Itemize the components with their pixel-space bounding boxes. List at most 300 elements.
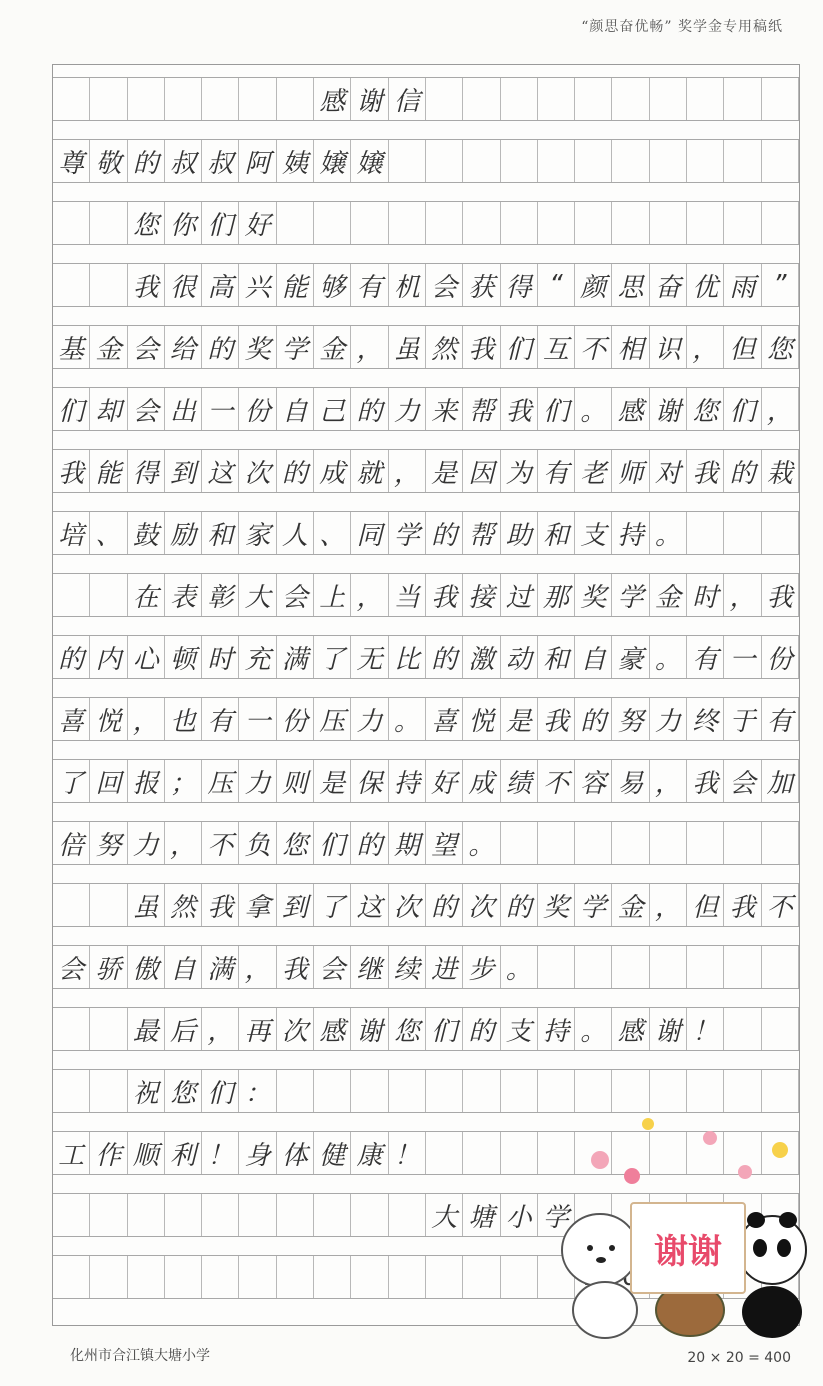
grid-cell bbox=[687, 822, 724, 864]
grid-cell: 会 bbox=[426, 264, 463, 306]
grid-cell: ， bbox=[351, 326, 388, 368]
grid-cell bbox=[762, 140, 799, 182]
grid-cell bbox=[538, 946, 575, 988]
grid-cell: 有 bbox=[538, 450, 575, 492]
grid-cell bbox=[128, 1194, 165, 1236]
grid-cell: 为 bbox=[501, 450, 538, 492]
grid-cell bbox=[53, 1194, 90, 1236]
grid-cell bbox=[612, 1070, 649, 1112]
grid-cell: 得 bbox=[128, 450, 165, 492]
grid-cell bbox=[687, 202, 724, 244]
grid-cell: 然 bbox=[165, 884, 202, 926]
grid-cell: 、 bbox=[90, 512, 127, 554]
grid-cell: 时 bbox=[202, 636, 239, 678]
grid-cell: 您 bbox=[277, 822, 314, 864]
grid-cell: 到 bbox=[277, 884, 314, 926]
grid-cell bbox=[53, 1256, 90, 1298]
grid-cell bbox=[314, 1194, 351, 1236]
grid-cell: 学 bbox=[389, 512, 426, 554]
grid-cell bbox=[612, 946, 649, 988]
grid-cell: 您 bbox=[687, 388, 724, 430]
grid-cell: 同 bbox=[351, 512, 388, 554]
grid-cell bbox=[426, 1132, 463, 1174]
grid-cell bbox=[90, 1070, 127, 1112]
grid-cell bbox=[538, 822, 575, 864]
grid-cell bbox=[463, 202, 500, 244]
grid-cell: ” bbox=[762, 264, 799, 306]
grid-cell: 奖 bbox=[575, 574, 612, 616]
grid-cell: 雨 bbox=[724, 264, 761, 306]
grid-cell bbox=[426, 202, 463, 244]
grid-cell: 小 bbox=[501, 1194, 538, 1236]
grid-cell bbox=[53, 1008, 90, 1050]
grid-cell: 作 bbox=[90, 1132, 127, 1174]
grid-cell: 力 bbox=[128, 822, 165, 864]
grid-cell: 学 bbox=[575, 884, 612, 926]
grid-cell bbox=[724, 512, 761, 554]
grid-row bbox=[53, 759, 799, 803]
grid-cell: 帮 bbox=[463, 512, 500, 554]
grid-cell: 次 bbox=[389, 884, 426, 926]
grid-cell: 的 bbox=[426, 884, 463, 926]
grid-cell: 的 bbox=[202, 326, 239, 368]
grid-cell: 倍 bbox=[53, 822, 90, 864]
grid-cell: 过 bbox=[501, 574, 538, 616]
grid-cell: 悦 bbox=[463, 698, 500, 740]
grid-cell: 上 bbox=[314, 574, 351, 616]
grid-cell: 和 bbox=[202, 512, 239, 554]
grid-cell bbox=[575, 78, 612, 120]
grid-cell: 动 bbox=[501, 636, 538, 678]
grid-cell bbox=[90, 574, 127, 616]
grid-cell: 的 bbox=[351, 822, 388, 864]
grid-cell: ； bbox=[165, 760, 202, 802]
grid-cell: 继 bbox=[351, 946, 388, 988]
grid-cell bbox=[202, 78, 239, 120]
grid-cell bbox=[202, 1194, 239, 1236]
grid-cell: 顿 bbox=[165, 636, 202, 678]
grid-cell bbox=[575, 140, 612, 182]
grid-cell: ， bbox=[762, 388, 799, 430]
grid-cell: 获 bbox=[463, 264, 500, 306]
grid-cell bbox=[389, 1070, 426, 1112]
grid-cell: 我 bbox=[687, 450, 724, 492]
grid-cell bbox=[650, 78, 687, 120]
grid-cell: 我 bbox=[762, 574, 799, 616]
grid-cell: 健 bbox=[314, 1132, 351, 1174]
grid-cell: 表 bbox=[165, 574, 202, 616]
grid-cell bbox=[762, 1070, 799, 1112]
grid-cell: 顺 bbox=[128, 1132, 165, 1174]
grid-count-footer: 20 × 20 = 400 bbox=[687, 1350, 791, 1366]
grid-cell: 力 bbox=[650, 698, 687, 740]
grid-cell bbox=[650, 202, 687, 244]
grid-cell: 我 bbox=[202, 884, 239, 926]
grid-cell: 叔 bbox=[165, 140, 202, 182]
grid-cell bbox=[165, 1256, 202, 1298]
grid-cell: 励 bbox=[165, 512, 202, 554]
grid-cell: 次 bbox=[463, 884, 500, 926]
grid-cell: 不 bbox=[202, 822, 239, 864]
grid-cell bbox=[53, 884, 90, 926]
grid-cell bbox=[90, 1194, 127, 1236]
grid-cell: 您 bbox=[165, 1070, 202, 1112]
grid-cell: 但 bbox=[724, 326, 761, 368]
grid-cell: 敬 bbox=[90, 140, 127, 182]
grid-cell: 是 bbox=[501, 698, 538, 740]
grid-cell: ， bbox=[389, 450, 426, 492]
grid-cell: 了 bbox=[314, 636, 351, 678]
grid-cell: 们 bbox=[538, 388, 575, 430]
grid-cell: 悦 bbox=[90, 698, 127, 740]
grid-cell: 满 bbox=[277, 636, 314, 678]
grid-cell: 再 bbox=[239, 1008, 276, 1050]
grid-cell: 出 bbox=[165, 388, 202, 430]
grid-cell: 续 bbox=[389, 946, 426, 988]
grid-cell: 够 bbox=[314, 264, 351, 306]
grid-cell: 利 bbox=[165, 1132, 202, 1174]
grid-cell: 份 bbox=[277, 698, 314, 740]
grid-cell bbox=[650, 140, 687, 182]
grid-cell bbox=[463, 1132, 500, 1174]
grid-cell: 了 bbox=[53, 760, 90, 802]
grid-cell: 金 bbox=[90, 326, 127, 368]
bear-sticker bbox=[560, 1110, 810, 1340]
grid-cell: 比 bbox=[389, 636, 426, 678]
grid-cell: 我 bbox=[277, 946, 314, 988]
grid-cell: 这 bbox=[202, 450, 239, 492]
grid-cell bbox=[351, 1256, 388, 1298]
grid-cell: 力 bbox=[389, 388, 426, 430]
grid-cell bbox=[501, 78, 538, 120]
grid-cell bbox=[762, 78, 799, 120]
grid-cell bbox=[463, 140, 500, 182]
grid-cell bbox=[724, 78, 761, 120]
grid-cell: 好 bbox=[239, 202, 276, 244]
grid-cell: 金 bbox=[612, 884, 649, 926]
grid-cell: 喜 bbox=[53, 698, 90, 740]
grid-cell: 塘 bbox=[463, 1194, 500, 1236]
grid-cell: 兴 bbox=[239, 264, 276, 306]
grid-cell: 我 bbox=[128, 264, 165, 306]
grid-cell: 自 bbox=[575, 636, 612, 678]
grid-cell: 老 bbox=[575, 450, 612, 492]
grid-cell bbox=[687, 140, 724, 182]
grid-cell: 您 bbox=[762, 326, 799, 368]
grid-cell: ， bbox=[351, 574, 388, 616]
grid-cell: 。 bbox=[501, 946, 538, 988]
grid-cell: 心 bbox=[128, 636, 165, 678]
grid-cell bbox=[90, 202, 127, 244]
grid-cell bbox=[128, 1256, 165, 1298]
grid-cell bbox=[650, 946, 687, 988]
grid-cell: 高 bbox=[202, 264, 239, 306]
grid-cell bbox=[426, 1070, 463, 1112]
grid-cell: 我 bbox=[501, 388, 538, 430]
grid-cell: 。 bbox=[389, 698, 426, 740]
grid-cell: ， bbox=[650, 884, 687, 926]
grid-cell: 相 bbox=[612, 326, 649, 368]
grid-cell: 您 bbox=[389, 1008, 426, 1050]
grid-cell bbox=[762, 1008, 799, 1050]
grid-cell: 我 bbox=[463, 326, 500, 368]
grid-cell: 谢 bbox=[351, 1008, 388, 1050]
grid-cell: 就 bbox=[351, 450, 388, 492]
grid-cell: 豪 bbox=[612, 636, 649, 678]
grid-cell: ， bbox=[724, 574, 761, 616]
grid-cell: 无 bbox=[351, 636, 388, 678]
grid-cell: 压 bbox=[202, 760, 239, 802]
grid-cell: 喜 bbox=[426, 698, 463, 740]
grid-cell bbox=[202, 1256, 239, 1298]
grid-cell: 对 bbox=[650, 450, 687, 492]
grid-cell: 支 bbox=[575, 512, 612, 554]
grid-cell: 会 bbox=[314, 946, 351, 988]
grid-cell: 然 bbox=[426, 326, 463, 368]
grid-cell: 大 bbox=[426, 1194, 463, 1236]
grid-cell: 你 bbox=[165, 202, 202, 244]
grid-cell: 那 bbox=[538, 574, 575, 616]
grid-cell: 家 bbox=[239, 512, 276, 554]
grid-row bbox=[53, 945, 799, 989]
grid-cell bbox=[277, 202, 314, 244]
grid-cell bbox=[538, 140, 575, 182]
paper-header: “颜思奋优畅” 奖学金专用稿纸 bbox=[581, 19, 783, 35]
grid-cell: 有 bbox=[202, 698, 239, 740]
grid-cell: 的 bbox=[426, 512, 463, 554]
grid-cell: 得 bbox=[501, 264, 538, 306]
grid-cell bbox=[53, 1070, 90, 1112]
grid-cell: 骄 bbox=[90, 946, 127, 988]
grid-cell: 彰 bbox=[202, 574, 239, 616]
grid-row bbox=[53, 697, 799, 741]
grid-row bbox=[53, 139, 799, 183]
grid-cell bbox=[277, 1194, 314, 1236]
grid-cell: 谢 bbox=[650, 388, 687, 430]
grid-cell bbox=[239, 1194, 276, 1236]
grid-cell: 学 bbox=[277, 326, 314, 368]
grid-cell: 最 bbox=[128, 1008, 165, 1050]
grid-cell: ： bbox=[239, 1070, 276, 1112]
grid-cell bbox=[501, 140, 538, 182]
grid-cell: 满 bbox=[202, 946, 239, 988]
grid-cell bbox=[538, 1070, 575, 1112]
thank-you-sign: 谢谢 bbox=[630, 1202, 746, 1294]
grid-row bbox=[53, 77, 799, 121]
grid-cell: ！ bbox=[389, 1132, 426, 1174]
grid-cell: 我 bbox=[426, 574, 463, 616]
grid-cell bbox=[650, 822, 687, 864]
grid-cell: 的 bbox=[463, 1008, 500, 1050]
grid-cell: 们 bbox=[314, 822, 351, 864]
grid-cell: 奋 bbox=[650, 264, 687, 306]
grid-cell bbox=[277, 1256, 314, 1298]
grid-row bbox=[53, 821, 799, 865]
grid-cell bbox=[575, 202, 612, 244]
grid-cell: ， bbox=[202, 1008, 239, 1050]
grid-cell bbox=[724, 1070, 761, 1112]
grid-cell: 回 bbox=[90, 760, 127, 802]
grid-cell bbox=[762, 512, 799, 554]
grid-cell bbox=[239, 78, 276, 120]
grid-cell: 一 bbox=[724, 636, 761, 678]
grid-cell: 自 bbox=[277, 388, 314, 430]
grid-cell: ， bbox=[128, 698, 165, 740]
grid-row bbox=[53, 511, 799, 555]
grid-cell: 持 bbox=[612, 512, 649, 554]
grid-cell: 望 bbox=[426, 822, 463, 864]
grid-cell bbox=[612, 202, 649, 244]
grid-cell bbox=[351, 1194, 388, 1236]
grid-cell: 持 bbox=[389, 760, 426, 802]
grid-cell: 次 bbox=[239, 450, 276, 492]
grid-cell: 的 bbox=[501, 884, 538, 926]
grid-cell: 到 bbox=[165, 450, 202, 492]
grid-cell: 来 bbox=[426, 388, 463, 430]
grid-cell: 是 bbox=[426, 450, 463, 492]
grid-cell: 是 bbox=[314, 760, 351, 802]
grid-cell bbox=[314, 202, 351, 244]
grid-cell: 接 bbox=[463, 574, 500, 616]
grid-cell bbox=[351, 1070, 388, 1112]
grid-cell: 互 bbox=[538, 326, 575, 368]
grid-cell bbox=[724, 202, 761, 244]
grid-row bbox=[53, 635, 799, 679]
grid-cell: 成 bbox=[314, 450, 351, 492]
grid-cell: 内 bbox=[90, 636, 127, 678]
grid-cell: 机 bbox=[389, 264, 426, 306]
grid-cell: 人 bbox=[277, 512, 314, 554]
grid-cell bbox=[90, 264, 127, 306]
grid-cell: 嬢 bbox=[351, 140, 388, 182]
grid-cell: 我 bbox=[53, 450, 90, 492]
grid-cell: 拿 bbox=[239, 884, 276, 926]
grid-cell bbox=[501, 1256, 538, 1298]
grid-cell: 力 bbox=[239, 760, 276, 802]
grid-cell: 我 bbox=[687, 760, 724, 802]
grid-cell: 的 bbox=[426, 636, 463, 678]
grid-cell bbox=[687, 1070, 724, 1112]
grid-cell: 。 bbox=[575, 388, 612, 430]
grid-cell: 。 bbox=[463, 822, 500, 864]
grid-cell bbox=[53, 264, 90, 306]
grid-cell: 时 bbox=[687, 574, 724, 616]
grid-row bbox=[53, 325, 799, 369]
grid-cell: 颜 bbox=[575, 264, 612, 306]
grid-cell bbox=[575, 822, 612, 864]
grid-cell bbox=[314, 1070, 351, 1112]
grid-cell: 力 bbox=[351, 698, 388, 740]
grid-cell: ！ bbox=[202, 1132, 239, 1174]
grid-cell: ， bbox=[650, 760, 687, 802]
grid-cell: 虽 bbox=[128, 884, 165, 926]
grid-cell: 努 bbox=[90, 822, 127, 864]
grid-cell: 加 bbox=[762, 760, 799, 802]
grid-cell: 的 bbox=[351, 388, 388, 430]
grid-cell: 优 bbox=[687, 264, 724, 306]
grid-cell bbox=[687, 946, 724, 988]
grid-cell: 但 bbox=[687, 884, 724, 926]
grid-row bbox=[53, 263, 799, 307]
grid-cell: 也 bbox=[165, 698, 202, 740]
grid-cell: 嬢 bbox=[314, 140, 351, 182]
grid-cell: 在 bbox=[128, 574, 165, 616]
grid-cell bbox=[612, 140, 649, 182]
grid-cell: 步 bbox=[463, 946, 500, 988]
grid-cell: 奖 bbox=[538, 884, 575, 926]
grid-cell: 很 bbox=[165, 264, 202, 306]
grid-cell: “ bbox=[538, 264, 575, 306]
grid-cell: 不 bbox=[538, 760, 575, 802]
grid-cell: 的 bbox=[724, 450, 761, 492]
grid-cell bbox=[426, 140, 463, 182]
grid-cell: 期 bbox=[389, 822, 426, 864]
grid-cell: 能 bbox=[277, 264, 314, 306]
grid-cell: 负 bbox=[239, 822, 276, 864]
grid-cell: 信 bbox=[389, 78, 426, 120]
grid-cell: 有 bbox=[687, 636, 724, 678]
grid-cell bbox=[575, 1070, 612, 1112]
grid-cell: 和 bbox=[538, 512, 575, 554]
grid-cell bbox=[351, 202, 388, 244]
grid-cell: 当 bbox=[389, 574, 426, 616]
grid-cell: 会 bbox=[128, 326, 165, 368]
grid-cell: 叔 bbox=[202, 140, 239, 182]
grid-cell: 给 bbox=[165, 326, 202, 368]
grid-cell bbox=[314, 1256, 351, 1298]
grid-cell: 的 bbox=[277, 450, 314, 492]
grid-cell: 会 bbox=[53, 946, 90, 988]
grid-cell: 们 bbox=[426, 1008, 463, 1050]
grid-cell bbox=[90, 78, 127, 120]
grid-cell: 会 bbox=[128, 388, 165, 430]
grid-cell bbox=[762, 822, 799, 864]
grid-cell: 次 bbox=[277, 1008, 314, 1050]
grid-cell bbox=[277, 1070, 314, 1112]
grid-cell: 报 bbox=[128, 760, 165, 802]
grid-cell bbox=[724, 140, 761, 182]
grid-row bbox=[53, 387, 799, 431]
grid-cell: 成 bbox=[463, 760, 500, 802]
grid-cell: 易 bbox=[612, 760, 649, 802]
grid-cell: 帮 bbox=[463, 388, 500, 430]
grid-cell: 姨 bbox=[277, 140, 314, 182]
school-name-footer: 化州市合江镇大塘小学 bbox=[70, 1348, 210, 1364]
grid-cell: 、 bbox=[314, 512, 351, 554]
grid-cell: 基 bbox=[53, 326, 90, 368]
grid-cell: 。 bbox=[650, 636, 687, 678]
grid-cell: 栽 bbox=[762, 450, 799, 492]
grid-row bbox=[53, 883, 799, 927]
grid-cell bbox=[277, 78, 314, 120]
grid-cell: 谢 bbox=[351, 78, 388, 120]
grid-cell: 们 bbox=[53, 388, 90, 430]
grid-cell: 不 bbox=[762, 884, 799, 926]
grid-cell: 好 bbox=[426, 760, 463, 802]
grid-cell: 学 bbox=[538, 1194, 575, 1236]
grid-cell: 终 bbox=[687, 698, 724, 740]
grid-cell: 们 bbox=[202, 202, 239, 244]
grid-cell: 感 bbox=[612, 1008, 649, 1050]
grid-cell bbox=[90, 884, 127, 926]
grid-cell: 则 bbox=[277, 760, 314, 802]
grid-cell bbox=[724, 822, 761, 864]
grid-cell bbox=[53, 202, 90, 244]
grid-cell bbox=[389, 1194, 426, 1236]
grid-row bbox=[53, 573, 799, 617]
grid-cell bbox=[501, 1070, 538, 1112]
grid-cell: 体 bbox=[277, 1132, 314, 1174]
